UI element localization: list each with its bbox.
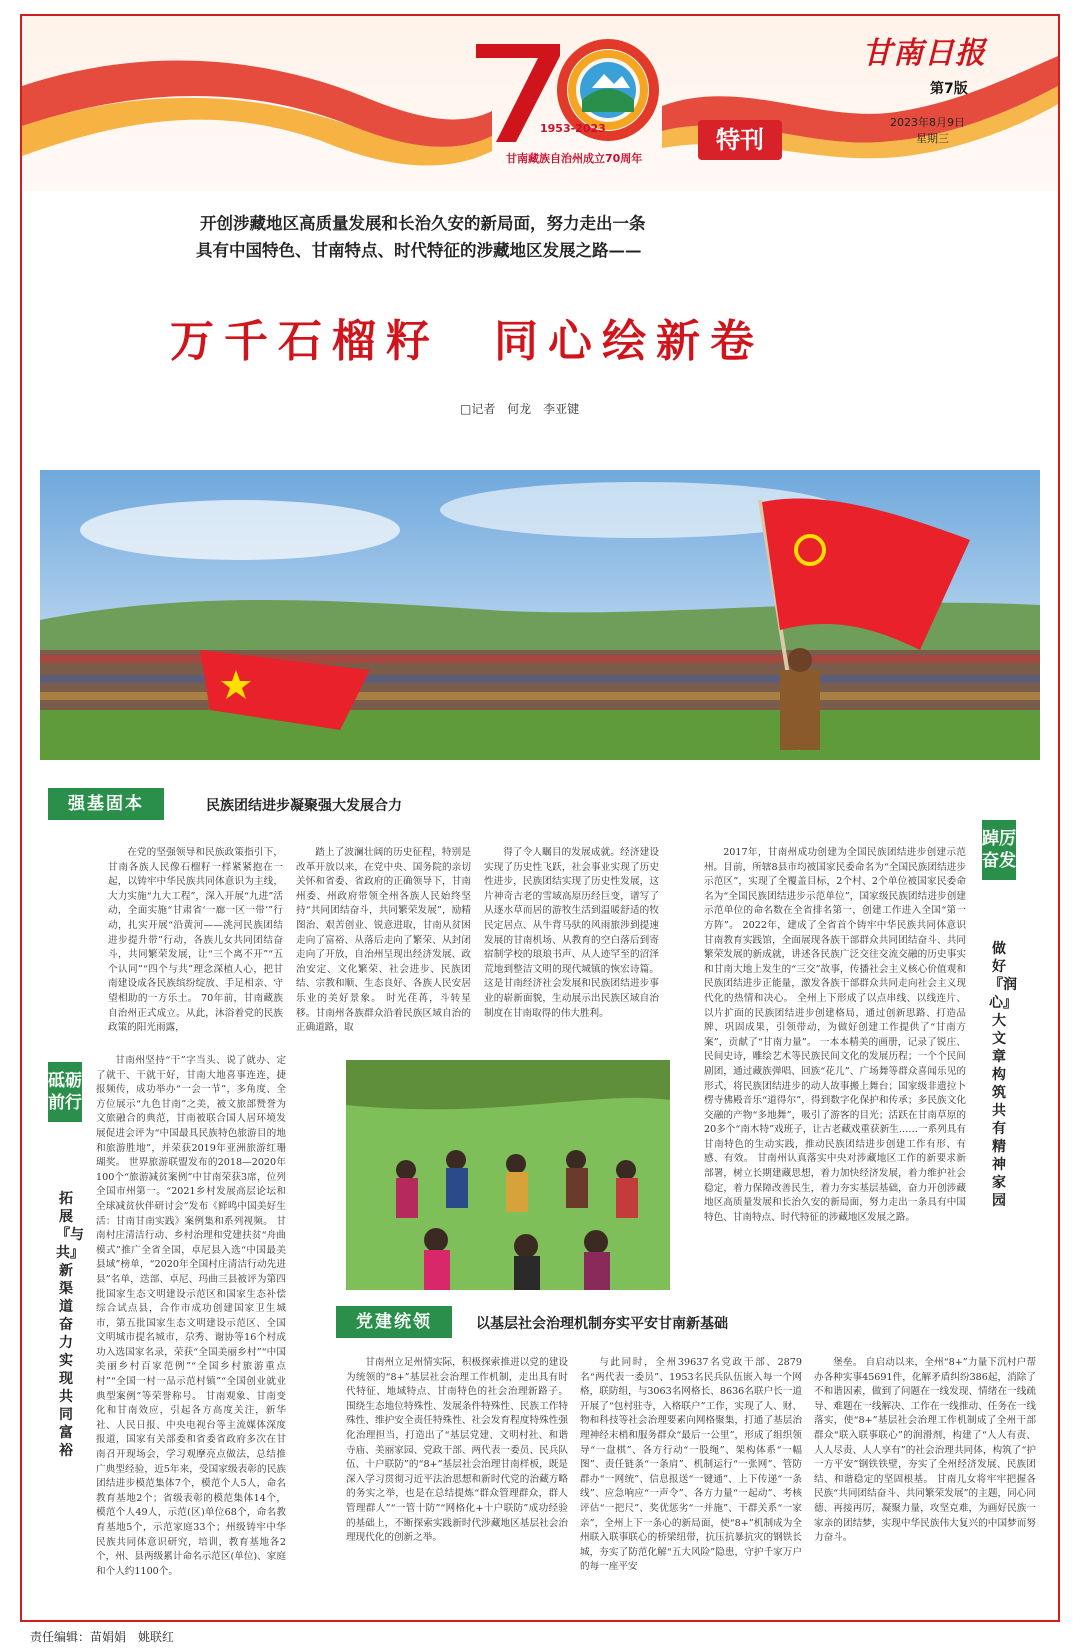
column-8-text: 堡垒。 自启动以来，全州“8+”力量下沉村户帮办各种实事45691件，化解矛盾纠纷386起，消除了不和谐因素，做到了问题在一线发现、情绪在一线疏导、难题在一线解决、工作在一线推动、任务在一线落实，使“8+”基层社会治理工作机制成了全州干部群众“联入联事联心”的润滑剂，构建了“人人有责、人人尽责、人人享有”的社会治理共同体，构筑了“护一方平安”钢铁铁壁，夯实了全州经济发展、民族团结、和谐稳定的坚固根基。 甘南儿女将牢牢把握各民族“共同团结奋斗、共同繁荣发展”的主题，同心同德、再接再厉，凝聚力量，攻坚克难，为画好民族一家亲的团结梦，实现中华民族伟大复兴的中国梦而努力奋斗。 [814, 1357, 1036, 1544]
community-meeting-photo [346, 1060, 670, 1290]
main-headline: 万千石榴籽 同心绘新卷 [170, 316, 764, 367]
lead-line-1: 开创涉藏地区高质量发展和长治久安的新局面，努力走出一条 [200, 214, 646, 233]
byline-prefix: □记者 [460, 402, 496, 416]
column-3-text: 得了令人瞩目的发展成就。经济建设实现了历史性飞跃，社会事业实现了历史性进步，民族团结实现了历史性发展，这片神奇古老的雪域高原历经巨变，谱写了从逐水草而居的游牧生活到温暖舒适的牧民定居点、从牛背马驮的风雨旅涉到提速发展的甘南机场、从教育的空白落后到寄宿制学校的琅琅书声、从人迹罕至的沼泽荒地到整洁文明的现代城镇的恢宏诗篇。这是甘南经济社会发展和民族团结进步事业的崭新面貌，生动展示出民族区域自治制度在甘南取得的伟大胜利。 [484, 847, 659, 1019]
byline [460, 400, 579, 417]
section-title-party-building: 以基层社会治理机制夯实平安甘南新基础 [476, 1316, 728, 1332]
column-8 [814, 1356, 1036, 1584]
edition-number: 第7版 [930, 81, 968, 97]
issue-weekday: 星期三 [916, 132, 949, 145]
column-5 [96, 1054, 286, 1584]
column-1-text: 在党的坚强领导和民族政策指引下，甘南各族人民像石榴籽一样紧紧抱在一起，以铸牢中华民族共同体意识为主线，大力实施“九大工程”，深入开展“九进”活动，全面实施“甘肃省‘一廊一区一带’”行动，扎实开展“沿黄河——洮河民族团结进步提升带”行动，各族儿女共同团结奋斗，共同繁荣发展，让“三个离不开”“五个认同”“四个与共”理念深植人心，把甘南建设成各民族缤纷绽放、手足相亲、守望相助的一方乐土。 70年前，甘南藏族自治州正式成立。从此，沐浴着党的民族政策的阳光雨露， [108, 847, 283, 1034]
lead-line-2: 具有中国特色、甘南特点、时代特征的涉藏地区发展之路—— [196, 241, 642, 260]
section-tag-party-building: 党建统领 [336, 1306, 452, 1338]
logo-years: 1953-2023 [540, 122, 606, 135]
section-title-foundation: 民族团结进步凝聚强大发展合力 [206, 798, 402, 814]
section-title-striving: 做好『润心』大文章构筑共有精神家园 [989, 941, 1017, 1209]
column-6 [346, 1356, 568, 1584]
section-tag-striving: 踔厉奋发 [982, 820, 1016, 880]
column-2-text: 踏上了波澜壮阔的历史征程，特别是改革开放以来，在党中央、国务院的亲切关怀和省委、省政府的正确领导下，甘南州委、州政府带领全州各族人民始终坚持“共同团结奋斗，共同繁荣发展”，励精图治、艰苦创业、锐意进取，甘南从贫困走向了富裕、从落后走向了繁荣、从封闭走向了开放，自治州呈现出经济发展、政治安定、文化繁荣、社会进步、民族团结、宗教和顺、生态良好、各族人民安居乐业的美好景象。 时光荏苒，斗转星移。甘南州各族群众沿着民族区域自治的正确道路，取 [296, 847, 471, 1034]
column-6-text: 甘南州立足州情实际，积极探索推进以党的建设为统领的“8+”基层社会治理工作机制，走出具有时代特征、地域特点、甘南特色的社会治理新路子。 围绕生态地位特殊性、发展条件特殊性、民族工作特殊性、维护安全责任特殊性、社会发育程度特殊性强化治理担当，打造出了“基层党建、文明村社、和谐寺庙、美丽家园、党政干部、两代表一委员、民兵队伍、十户联防”的“8+”基层社会治理甘南样板，既是深入学习贯彻习近平法治思想和新时代党的治藏方略的务实之举，也是在总结提炼“群众管理群众，群人管理群人”“一管十防”“网格化+十户联防”成功经验的基础上，不断探索实践新时代涉藏地区基层社会治理现代化的创新之举。 [346, 1357, 568, 1544]
column-4 [704, 846, 966, 1260]
special-edition-badge: 特刊 [698, 120, 782, 160]
column-2 [296, 846, 471, 1034]
column-3 [484, 846, 659, 1020]
byline-names: 何龙 李亚键 [507, 402, 580, 416]
logo-caption: 甘南藏族自治州成立70周年 [506, 152, 643, 165]
column-5-text: 甘南州坚持“干”字当头、说了就办、定了就干、干就干好，甘南大地喜事连连，捷报频传，成功举办“一会一节”，多角度、全方位展示“九色甘南”之美，被文旅部赞誉为文旅融合的典范，甘南被联合国人居环境发展促进会评为“中国最具民族特色旅游目的地和旅游胜地”，并荣获2019年亚洲旅游红珊瑚奖。 世界旅游联盟发布的2018—2020年100个“旅游减贫案例”中甘南荣获3席，位列全国市州第一。“2021乡村发展高层论坛和全球减贫伙伴研讨会”发布《鲜鸣中国美好生活：甘南甘南实践》案例集和系列视频。 甘南村庄清洁行动、乡村治理和党建扶贫“舟曲模式”推广全省全国，卓尼县入选“中国最美县域”榜单，“2020年全国村庄清洁行动先进县”名单，迭部、卓尼、玛曲三县被评为第四批国家生态文明建设示范区和国家生态补偿综合试点县，合作市成功创建国家卫生城市，第五批国家生态文明建设示范区、全国文明城市提名城市，尕秀、谢协等16个村成功入选国家名录，荣获“全国美丽乡村”“中国美丽乡村百家范例”“全国乡村旅游重点村”“全国一村一品示范村镇”“全国创业就业典型案例”等荣誉称号。 甘南观象、甘南变化和甘南效应，引起各方高度关注，新华社、人民日报、中央电视台等主流媒体深度报道，国家有关部委和省委省政府多次在甘南召开现场会，学习观摩亮点做法，总结推广典型经验，近5年来，受国家级表彰的民族团结进步模范集体7个，模范个人5人，命名教育基地2个；省级表彰的模范集体14个，模范个人49人，示范(区)单位68个，命名教育基地5个，示范家庭33个；州级铸牢中华民族共同体意识研究，培训，教育基地各2个，州、县两级累计命名示范区(单位)、家庭和个人约1100个。 [96, 1055, 286, 1577]
column-4-text: 2017年，甘南州成功创建为全国民族团结进步创建示范州。目前，所辖8县市均被国家民委命名为“全国民族团结进步示范区”，实现了全覆盖目标，2个村、2个单位被国家民委命名为“全国民族团结进步示范单位”，国家级民族团结进步创建示范单位的命名数在全省排名第一，创建工作进入全国“第一方阵”。 2022年，建成了全省首个铸牢中华民族共同体意识甘南教育实践馆，全面展现各族干部群众共同团结奋斗、共同繁荣发展的新成就，讲述各民族广泛交往交流交融的历史事实和甘南大地上发生的“三交”故事，传播社会主义核心价值观和民族团结进步正能量，激发各族干部群众共同走向社会主义现代化的热情和决心。 全州上下形成了以点串线、以线连片、以片扩面的民族团结进步创建格局，通过创新思路、打造品牌、巩固成果，引领带动，为做好创建工作提供了“甘南方案”，贡献了“甘南力量”。 一本本精美的画册，记录了锐庄、民间史诗，雕绘艺术等民族民间文化的发展历程；一个个民间剧团，通过藏族弹唱、回族“花儿”、广场舞等群众喜闻乐见的形式，将民族团结进步的动人故事搬上舞台；国家级非遗拉卜楞寺佛殿音乐“道得尔”，得到数字化保护和传承；多民族文化交融的产物“多地舞”，吸引了游客的目光；活跃在甘南草原的20多个“南木特”戏班子，让古老藏戏重获新生……一系列具有甘南特色的生动实践，推动民族团结进步创建工作有形、有感、有效。 甘南州认真落实中央对涉藏地区工作的新要求新部署，树立长期建藏思想，着力加快经济发展，着力维护社会稳定，着力保障改善民生，着力夯实基层基础，奋力开创涉藏地区高质量发展和长治久安的新局面，努力走出一条具有中国特色、甘南特点、时代特征的涉藏地区发展之路。 [704, 847, 966, 1223]
section-title-progress: 拓展『与共』新渠道奋力实现共同富裕 [56, 1191, 84, 1459]
column-7 [580, 1356, 802, 1584]
responsible-editors: 责任编辑：苗娟娟 姚联红 [30, 1630, 175, 1644]
column-1 [108, 846, 283, 1034]
issue-date: 2023年8月9日 [890, 116, 965, 129]
grassland-flag-photo [40, 470, 1040, 760]
section-tag-foundation: 强基固本 [48, 788, 164, 820]
newspaper-masthead: 甘南日报 [862, 36, 986, 71]
lead-paragraph [196, 210, 900, 264]
column-7-text: 与此同时，全州39637名党政干部、2879名“两代表一委员”、1953名民兵队伍嵌入每一个网格，联防组，与3063名网格长、8636名联户长一道开展了“包村驻寺，入格联户”工作，实现了人、财、物和科技等社会治理要素向网格聚集，打通了基层治理神经末梢和服务群众“最后一公里”，形成了组织领导“一盘棋”、各方行动“一股绳”、架构体系“一幅图”、责任链条“一条肩”、机制运行“一张网”、管防群办“一网统”、信息报送“一键通”、上下传递“一条线”、应急响应“一声令”、各方力量“一起动”、考核评估“一把尺”、奖优惩劣“一并施”、干群关系“一家亲”，全州上下一条心的新局面，使“8+”机制成为全州联入联事联心的桥梁纽带，抗压抗暴抗灾的钢铁长城，夯实了防范化解“五大风险”隐患，守护千家万户的每一座平安 [580, 1357, 802, 1573]
section-tag-progress: 砥砺前行 [48, 1062, 82, 1122]
